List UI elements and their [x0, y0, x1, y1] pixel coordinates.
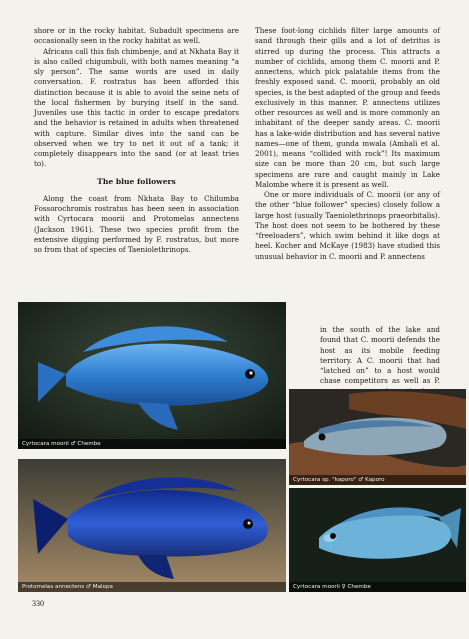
left-paragraph-2: Africans call this fish chimbenje, and at Nkhata Bay it is also called chigumbuli, with both names meaning “a sly person”. The same words are used in daily conversation. F. rostratus has been afforded this distinction because it is able to avoid the seine nets of the local fishermen by burying itself in the sand. Juveniles use this tactic in order to escape predators and the behavior is retained in adults when threatened with capture. Similar dives into the sand can be observed when we try to net it out of a tank; it completely disappears into the sand (or at least tries to).: [34, 46, 239, 169]
photo-caption: Cyrtocara moorii ♀ Chembe: [289, 582, 466, 592]
left-paragraph-3: Along the coast from Nkhata Bay to Chilumba Fossorochromis rostratus has been seen in association with Cyrtocara moorii and Protomelas annectens (Jackson 1961). These two species profit from the extensive digging performed by F. rostratus, but more so from that of species of Taeniolethrinops.: [34, 193, 239, 254]
photo-cyrtocara-moorii-male: [18, 302, 286, 449]
fish-image: [289, 488, 466, 592]
photo-caption: Cyrtocara sp. "kaporo" ♂ Kaporo: [289, 475, 466, 485]
left-paragraph-1: shore or in the rocky habitat. Subadult specimens are occasionally seen in the rocky habitat as well.: [34, 26, 239, 46]
photo-protomelas-annectens-male: [18, 459, 286, 592]
right-text-column: [255, 26, 440, 262]
right-paragraph-3: in the south of the lake and found that C. moorii defends the host as its mobile feeding territory. A C. moorii that had “latched on” to a host would chase competitors as well as P.: [320, 325, 440, 386]
page-number: 330: [32, 599, 44, 608]
photo-cyrtocara-kaporo-male: [289, 389, 466, 485]
photo-cyrtocara-moorii-female: [289, 488, 466, 592]
fish-in-hand-image: [289, 389, 466, 485]
section-heading: The blue followers: [97, 176, 176, 186]
right-paragraph-1: These foot-long cichlids filter large amounts of sand through their gills and a lot of detritus is stirred up during the process. This attracts a number of cichlids, among them C. moorii and P. annectens, which pick palatable items from the freshly exposed sand. C. moorii, probably an old species, is the best adapted of the group and feeds exclusively in this manner. P. annectens utilizes other resources as well and is more commonly an inhabitant of the deeper sandy areas. C. moorii has a lake-wide distribution and has several native names—one of them, gunda mwala (Ambali et al. 2001), means “collided with rock”! Its maximum size can be more than 20 cm, but such large specimens are rare and caught mainly in Lake Malombe where it is present as well.: [255, 26, 440, 189]
left-text-column: [34, 26, 239, 255]
photo-caption: Cyrtocara moorii ♂ Chembe: [18, 439, 286, 449]
right-paragraph-2: One or more individuals of C. moorii (or any of the other “blue follower” species) closely follow a large host (usually Taeniolethrinops praeorbitalis). The host does not seem to be bothered by these “freeloaders”, which swim behind it like dogs at heel. Kocher and McKaye (1983) have studied this unusual behavior in C. moorii and P. annectens: [255, 190, 440, 261]
photo-caption: Protomelas annectens ♂ Malopa: [18, 582, 286, 592]
fish-image: [18, 459, 286, 592]
fish-image: [18, 302, 286, 449]
